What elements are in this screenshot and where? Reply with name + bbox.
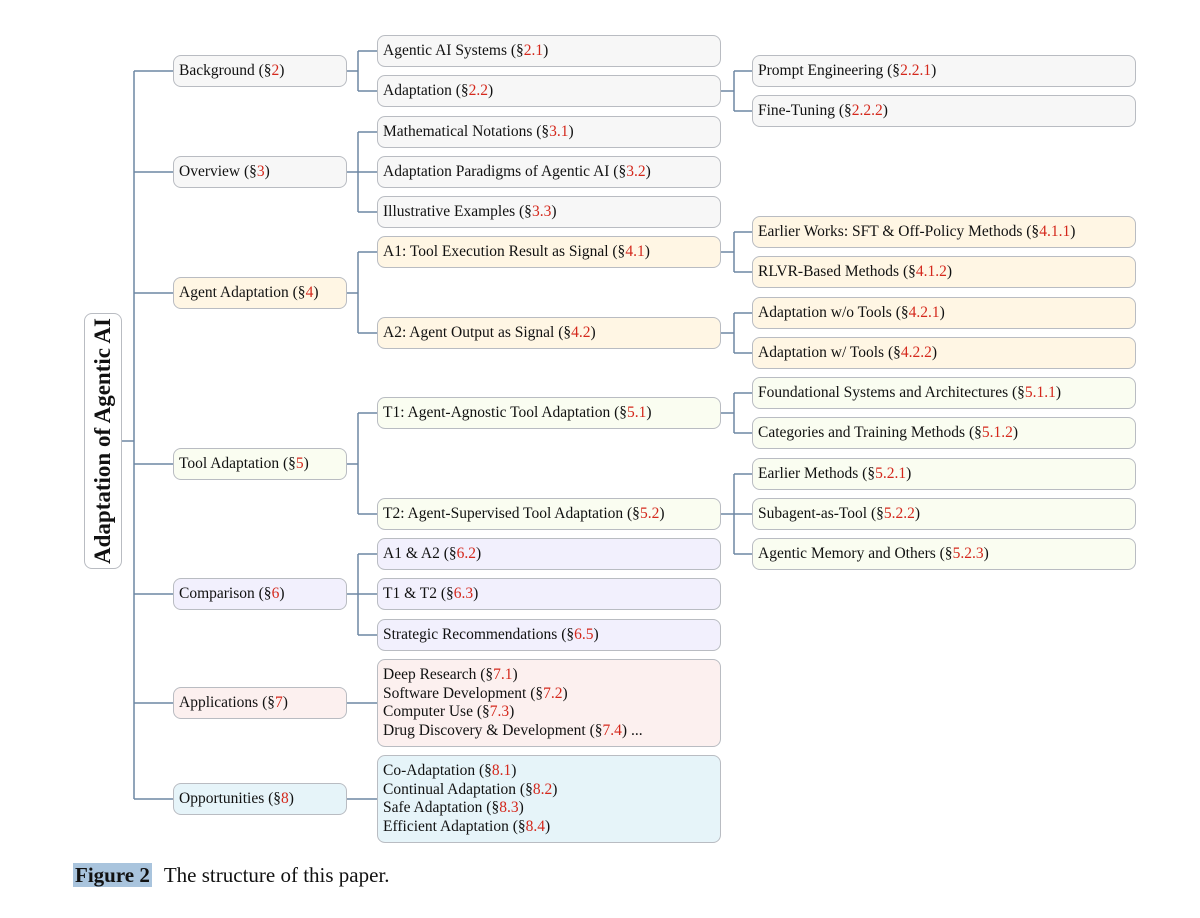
section-ref: 3.3 bbox=[531, 202, 552, 220]
node-a1: A1: Tool Execution Result as Signal (§ 4.1 ) bbox=[377, 236, 721, 268]
section-ref: 8.1 bbox=[491, 762, 512, 779]
section-ref: 8.4 bbox=[525, 817, 545, 835]
applications-list bbox=[377, 659, 721, 747]
section-ref: 2.2.2 bbox=[851, 101, 883, 119]
section-ref: 7 bbox=[275, 693, 283, 711]
section-ref: 7.3 bbox=[489, 703, 510, 720]
section-ref: 5.2.2 bbox=[883, 504, 915, 522]
node-a1-earlier: Earlier Works: SFT & Off-Policy Methods (§ 4.1.1 ) bbox=[752, 216, 1136, 248]
node-agentic-systems: Agentic AI Systems (§ 2.1 ) bbox=[377, 35, 721, 67]
section-ref: 5.2.1 bbox=[875, 464, 907, 482]
section-ref: 4.1 bbox=[625, 242, 645, 260]
section-ref: 8 bbox=[281, 789, 289, 807]
list-item: Drug Discovery & Development (§7.4) ... bbox=[383, 721, 643, 739]
node-tool-adaptation: Tool Adaptation (§ 5 ) bbox=[173, 448, 347, 480]
section-ref: 5.1.1 bbox=[1024, 383, 1056, 401]
section-ref: 6.5 bbox=[574, 625, 594, 643]
caption-label: Figure 2 bbox=[75, 863, 150, 887]
node-a2-wo: Adaptation w/o Tools (§ 4.2.1 ) bbox=[752, 297, 1136, 329]
list-item: Safe Adaptation (§8.3) bbox=[383, 799, 524, 816]
node-cmp-rec: Strategic Recommendations (§ 6.5 ) bbox=[377, 619, 721, 651]
section-ref: 2.2.1 bbox=[900, 61, 932, 79]
node-cmp-a: A1 & A2 (§ 6.2 ) bbox=[377, 538, 721, 570]
node-t1-cat: Categories and Training Methods (§ 5.1.2 ) bbox=[752, 417, 1136, 449]
node-t2-earlier: Earlier Methods (§ 5.2.1 ) bbox=[752, 458, 1136, 490]
node-a2: A2: Agent Output as Signal (§ 4.2 ) bbox=[377, 317, 721, 349]
opportunities-list bbox=[377, 755, 721, 843]
section-ref: 4.2 bbox=[571, 323, 591, 341]
section-ref: 3 bbox=[256, 162, 265, 180]
node-adaptation: Adaptation (§ 2.2 ) bbox=[377, 75, 721, 107]
root-title: Adaptation of Agentic AI bbox=[90, 318, 115, 564]
node-opportunities: Opportunities (§ 8 ) bbox=[173, 783, 347, 815]
node-a2-w: Adaptation w/ Tools (§ 4.2.2 ) bbox=[752, 337, 1136, 369]
section-ref: 5 bbox=[295, 454, 304, 472]
section-ref: 4.2.2 bbox=[900, 343, 932, 361]
list-item: Continual Adaptation (§8.2) bbox=[383, 780, 558, 798]
node-comparison: Comparison (§ 6 ) bbox=[173, 578, 347, 610]
node-t2-memory: Agentic Memory and Others (§ 5.2.3 ) bbox=[752, 538, 1136, 570]
section-ref: 6 bbox=[271, 584, 280, 602]
section-ref: 7.4 bbox=[602, 721, 622, 739]
node-background: Background (§ 2 ) bbox=[173, 55, 347, 87]
section-ref: 2 bbox=[271, 61, 280, 79]
section-ref: 5.1 bbox=[627, 403, 647, 421]
list-item: Co-Adaptation (§8.1) bbox=[383, 762, 517, 779]
section-ref: 3.2 bbox=[626, 162, 646, 180]
section-ref: 4.1.1 bbox=[1039, 222, 1071, 240]
section-ref: 2.2 bbox=[468, 81, 489, 99]
node-t2-subagent: Subagent-as-Tool (§ 5.2.2 ) bbox=[752, 498, 1136, 530]
node-math-notations: Mathematical Notations (§ 3.1 ) bbox=[377, 116, 721, 148]
section-ref: 6.2 bbox=[456, 544, 476, 562]
section-ref: 6.3 bbox=[453, 584, 474, 602]
section-ref: 5.2.3 bbox=[952, 544, 984, 562]
section-ref: 2.1 bbox=[523, 41, 544, 59]
list-item: Deep Research (§7.1) bbox=[383, 666, 518, 683]
node-prompt-eng: Prompt Engineering (§ 2.2.1 ) bbox=[752, 55, 1136, 87]
section-ref: 4.2.1 bbox=[908, 303, 940, 321]
node-cmp-t: T1 & T2 (§ 6.3 ) bbox=[377, 578, 721, 610]
node-overview: Overview (§ 3 ) bbox=[173, 156, 347, 188]
list-item: Computer Use (§7.3) bbox=[383, 703, 515, 720]
section-ref: 5.2 bbox=[639, 504, 660, 522]
root-node bbox=[84, 313, 122, 569]
section-ref: 8.3 bbox=[499, 799, 519, 816]
section-ref: 8.2 bbox=[532, 780, 553, 798]
section-ref: 7.2 bbox=[543, 684, 563, 702]
node-applications: Applications (§ 7 ) bbox=[173, 687, 347, 719]
node-paradigms: Adaptation Paradigms of Agentic AI (§ 3.2 ) bbox=[377, 156, 721, 188]
section-ref: 4.1.2 bbox=[915, 262, 947, 280]
section-ref: 4 bbox=[305, 283, 314, 301]
section-ref: 3.1 bbox=[549, 122, 569, 140]
node-a1-rlvr: RLVR-Based Methods (§ 4.1.2 ) bbox=[752, 256, 1136, 288]
node-t2: T2: Agent-Supervised Tool Adaptation (§ 5.2 ) bbox=[377, 498, 721, 530]
section-ref: 5.1.2 bbox=[981, 423, 1013, 441]
node-fine-tuning: Fine-Tuning (§ 2.2.2 ) bbox=[752, 95, 1136, 127]
node-t1: T1: Agent-Agnostic Tool Adaptation (§ 5.1 ) bbox=[377, 397, 721, 429]
list-item: Efficient Adaptation (§8.4) bbox=[383, 817, 551, 835]
caption-text: The structure of this paper. bbox=[163, 863, 390, 887]
figure-caption bbox=[73, 860, 390, 890]
list-item: Software Development (§7.2) bbox=[383, 684, 568, 702]
section-ref: 7.1 bbox=[493, 666, 513, 683]
node-t1-found: Foundational Systems and Architectures (§ 5.1.1 ) bbox=[752, 377, 1136, 409]
node-examples: Illustrative Examples (§ 3.3 ) bbox=[377, 196, 721, 228]
node-agent-adaptation: Agent Adaptation (§ 4 ) bbox=[173, 277, 347, 309]
